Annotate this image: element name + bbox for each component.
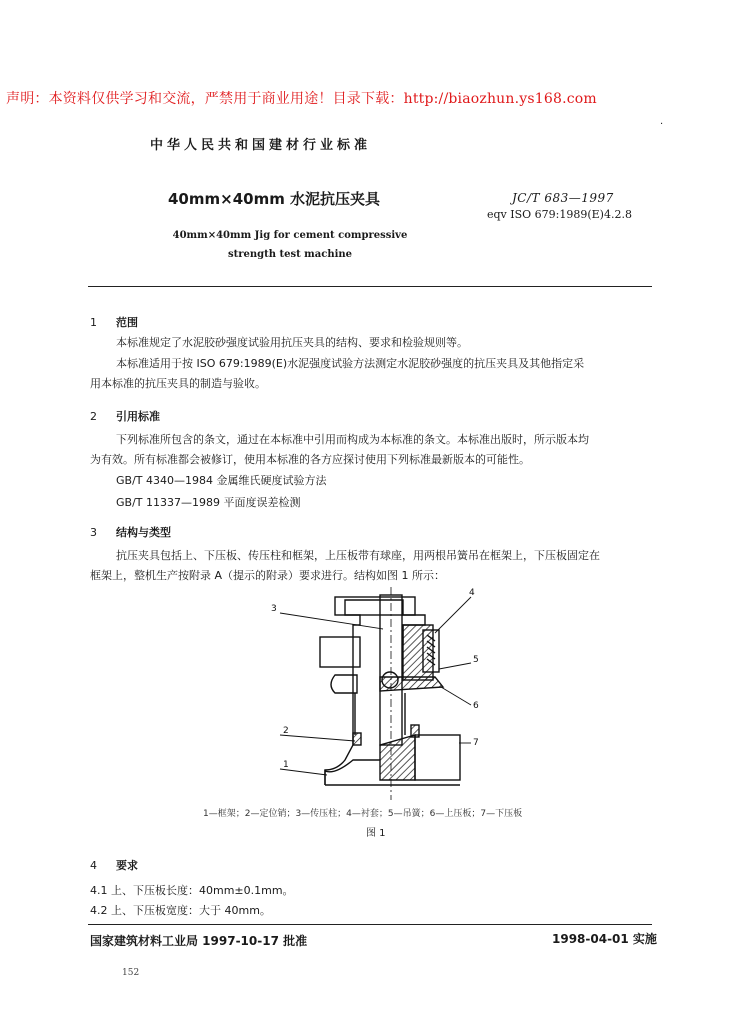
- reference-2: GB/T 11337—1989 平面度误差检测: [116, 496, 301, 509]
- approval-line: 国家建筑材料工业局 1997-10-17 批准: [90, 934, 308, 948]
- section-3-para-1a: 抗压夹具包括上、下压板、传压柱和框架，上压板带有球座，用两根吊簧吊在框架上，下压板固定在: [116, 549, 600, 562]
- section-3-title: 结构与类型: [116, 526, 171, 539]
- figure-caption: 1—框架；2—定位销；3—传压柱；4—衬套；5—吊簧；6—上压板；7—下压板: [203, 809, 523, 819]
- frame-base: [325, 760, 380, 785]
- page-number: 152: [122, 968, 140, 978]
- locating-pin-left: [353, 733, 361, 745]
- callout-3: 3: [271, 604, 277, 614]
- section-2-title: 引用标准: [116, 410, 160, 423]
- callout-4: 4: [469, 588, 475, 598]
- section-3-number: 3: [90, 526, 97, 539]
- section-1-number: 1: [90, 316, 97, 329]
- standard-category: 中华人民共和国建材行业标准: [150, 138, 372, 153]
- figure-number: 图 1: [366, 828, 386, 839]
- item-4-2: 4.2 上、下压板宽度：大于 40mm。: [90, 904, 271, 917]
- section-1-para-2a: 本标准适用于按 ISO 679:1989(E)水泥强度试验方法测定水泥胶砂强度的抗压夹具及其他指定采: [116, 357, 585, 370]
- section-4-heading: [90, 857, 138, 873]
- callout-6: 6: [473, 701, 479, 711]
- title-english-line2: strength test machine: [227, 249, 353, 260]
- section-1-heading: [90, 314, 138, 330]
- standard-code: JC/T 683—1997: [512, 191, 614, 205]
- callout-1: 1: [283, 760, 289, 770]
- locating-pin-right: [411, 725, 419, 737]
- title-english-line1: 40mm×40mm Jig for cement compressive: [172, 230, 408, 241]
- figure-1: [265, 585, 495, 809]
- item-4-1: 4.1 上、下压板长度：40mm±0.1mm。: [90, 884, 294, 897]
- section-3-heading: [90, 524, 171, 540]
- footer-divider: [88, 924, 652, 925]
- scan-mark: ·: [660, 119, 664, 130]
- section-3-para-1b: 框架上，整机生产按附录 A（提示的附录）要求进行。结构如图 1 所示：: [90, 569, 446, 582]
- jig-structure-drawing: [265, 585, 495, 805]
- section-4-number: 4: [90, 859, 97, 872]
- callout-5: 5: [473, 655, 479, 665]
- reference-1: GB/T 4340—1984 金属维氏硬度试验方法: [116, 474, 327, 487]
- title-chinese: 40mm×40mm 水泥抗压夹具: [168, 190, 381, 208]
- section-4-title: 要求: [116, 859, 138, 872]
- section-1-para-1: 本标准规定了水泥胶砂强度试验用抗压夹具的结构、要求和检验规则等。: [116, 336, 468, 349]
- disclaimer-banner: 声明：本资料仅供学习和交流，严禁用于商业用途！目录下载：http://biaozhun.ys168.com: [6, 91, 597, 107]
- equivalent-standard: eqv ISO 679:1989(E)4.2.8: [487, 208, 632, 221]
- header-divider: [88, 286, 652, 287]
- implementation-date: 1998-04-01 实施: [552, 932, 657, 946]
- section-1-title: 范围: [116, 316, 138, 329]
- section-1-para-2b: 用本标准的抗压夹具的制造与验收。: [90, 377, 266, 390]
- base-right: [415, 735, 460, 780]
- callout-7: 7: [473, 738, 479, 748]
- section-2-heading: [90, 408, 160, 424]
- lower-press-plate: [380, 735, 415, 780]
- callout-2: 2: [283, 726, 289, 736]
- upper-press-plate: [380, 677, 443, 691]
- title-english: [170, 226, 410, 264]
- upper-left-block: [320, 637, 360, 667]
- section-2-number: 2: [90, 410, 97, 423]
- section-2-para-1a: 下列标准所包含的条文，通过在本标准中引用而构成为本标准的条文。本标准出版时，所示版本均: [116, 433, 589, 446]
- section-2-para-1b: 为有效。所有标准都会被修订，使用本标准的各方应探讨使用下列标准最新版本的可能性。: [90, 453, 530, 466]
